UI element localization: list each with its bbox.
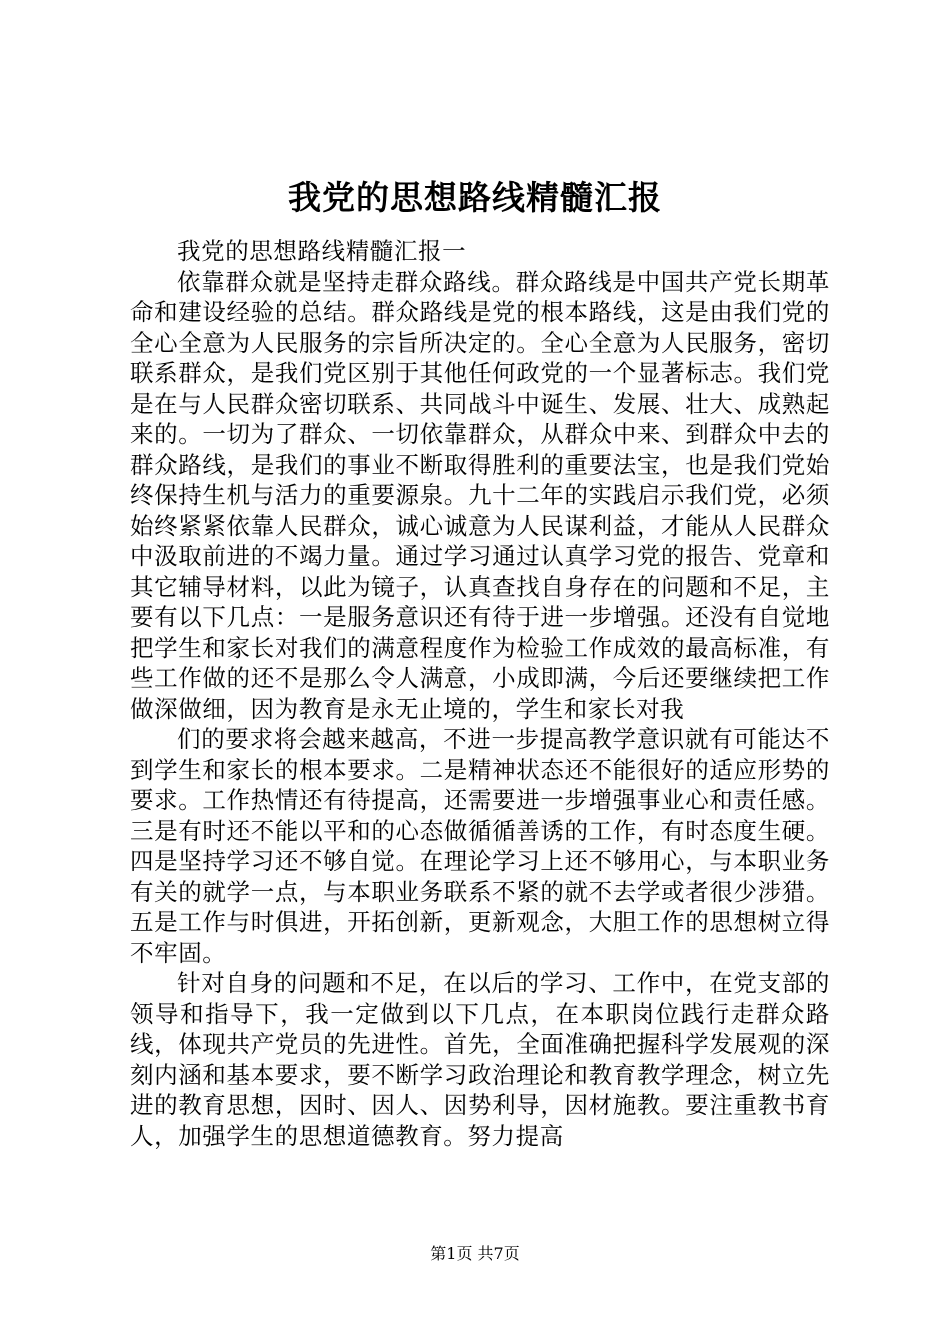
page-footer: 第1页 共7页 bbox=[430, 1244, 520, 1263]
document-title: 我党的思想路线精髓汇报 bbox=[288, 178, 662, 217]
document-body bbox=[130, 236, 830, 1151]
body-paragraph-1: 依靠群众就是坚持走群众路线。群众路线是中国共产党长期革命和建设经验的总结。群众路线是党的根本路线，这是由我们党的全心全意为人民服务的宗旨所决定的。全心全意为人民服务，密切联系群众，是我们党区别于其他任何政党的一个显著标志。我们党是在与人民群众密切联系、共同战斗中诞生、发展、壮大、成熟起来的。一切为了群众、一切依靠群众，从群众中来、到群众中去的群众路线，是我们的事业不断取得胜利的重要法宝，也是我们党始终保持生机与活力的重要源泉。九十二年的实践启示我们党，必须始终紧紧依靠人民群众，诚心诚意为人民谋利益，才能从人民群众中汲取前进的不竭力量。通过学习通过认真学习党的报告、党章和其它辅导材料，以此为镜子，认真查找自身存在的问题和不足，主要有以下几点：一是服务意识还有待于进一步增强。还没有自觉地把学生和家长对我们的满意程度作为检验工作成效的最高标准，有些工作做的还不是那么令人满意，小成即满，今后还要继续把工作做深做细，因为教育是永无止境的，学生和家长对我 bbox=[130, 267, 830, 723]
body-paragraph-3: 针对自身的问题和不足，在以后的学习、工作中，在党支部的领导和指导下，我一定做到以下几点，在本职岗位践行走群众路线，体现共产党员的先进性。首先，全面准确把握科学发展观的深刻内涵和基本要求，要不断学习政治理论和教育教学理念，树立先进的教育思想，因时、因人、因势利导，因材施教。要注重教书育人，加强学生的思想道德教育。努力提高 bbox=[130, 969, 830, 1150]
section-heading: 我党的思想路线精髓汇报一 bbox=[177, 237, 467, 265]
body-paragraph-2: 们的要求将会越来越高，不进一步提高教学意识就有可能达不到学生和家长的根本要求。二是精神状态还不能很好的适应形势的要求。工作热情还有待提高，还需要进一步增强事业心和责任感。三是有时还不能以平和的心态做循循善诱的工作，有时态度生硬。四是坚持学习还不够自觉。在理论学习上还不够用心，与本职业务有关的就学一点，与本职业务联系不紧的就不去学或者很少涉猎。五是工作与时俱进，开拓创新，更新观念，大胆工作的思想树立得不牢固。 bbox=[130, 725, 830, 967]
